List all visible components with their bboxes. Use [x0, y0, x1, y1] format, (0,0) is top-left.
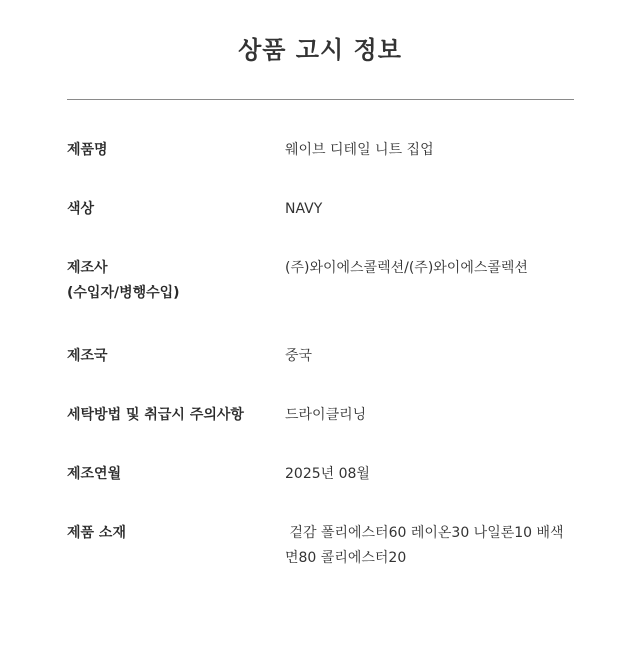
row-manufacture-date — [67, 462, 574, 487]
row-care-instructions — [67, 403, 574, 428]
row-country — [67, 344, 574, 369]
row-label: 제품 소재 — [67, 525, 126, 541]
row-value: NAVY — [285, 201, 323, 217]
row-manufacturer — [67, 256, 574, 306]
page-title: 상품 고시 정보 — [238, 36, 402, 64]
row-label: 제조국 — [67, 348, 108, 364]
row-value: 2025년 08월 — [285, 466, 370, 482]
row-value: 중국 — [285, 348, 313, 364]
row-value: 겉감 폴리에스터60 레이온30 나일론10 배색 면80 콜리에스터20 — [285, 525, 564, 566]
row-label: 색상 — [67, 201, 95, 217]
row-value: (주)와이에스콜렉션/(주)와이에스콜렉션 — [285, 260, 528, 276]
row-label: 제조사 (수입자/병행수입) — [67, 260, 180, 301]
row-label: 제조연월 — [67, 466, 122, 482]
row-color — [67, 197, 574, 222]
title-divider — [67, 99, 574, 100]
row-material — [67, 521, 574, 571]
row-label: 제품명 — [67, 142, 108, 158]
row-product-name — [67, 138, 574, 163]
row-value: 웨이브 디테일 니트 집업 — [285, 142, 434, 158]
row-label: 세탁방법 및 취급시 주의사항 — [67, 407, 244, 423]
row-value: 드라이클리닝 — [285, 407, 367, 423]
